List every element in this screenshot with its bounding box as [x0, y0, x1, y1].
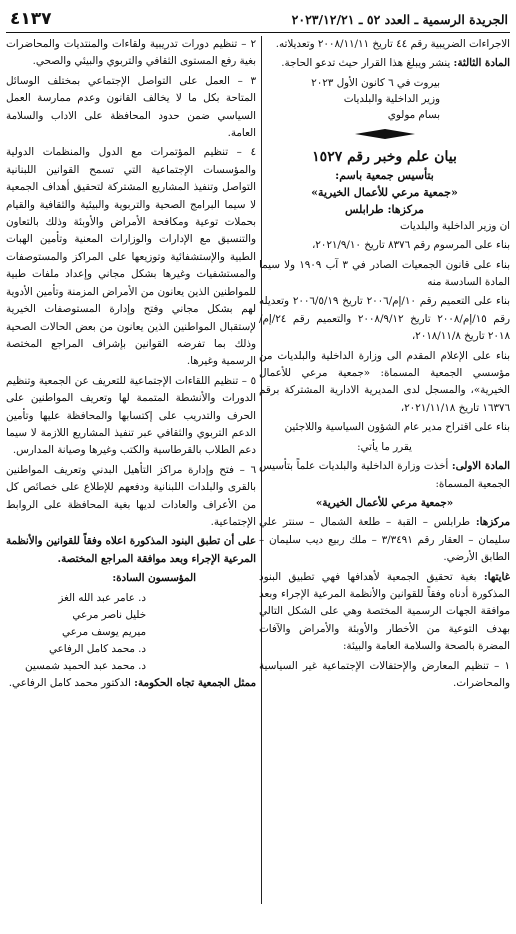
signature-block — [259, 75, 440, 123]
page-number: ٤١٣٧ — [10, 9, 52, 29]
article-1 — [259, 458, 510, 493]
founder-name: خليل ناصر مرعي — [72, 608, 146, 621]
founders-title: المؤسسون السادة: — [112, 572, 196, 585]
founder-name: د. محمد كامل الرفاعي — [48, 642, 146, 655]
section-divider-ornament — [355, 129, 415, 139]
goal-item: ٣ – العمل على التواصل الإجتماعي بمختلف الوسائل المتاحة بكل ما لا يخالف القانون وعدم ممارسة العمل السياسي ضمن حدود المحافظة على الاداب والسلامة العامة. — [6, 74, 256, 140]
notice-subtitle: بتأسيس جمعية باسم: — [335, 168, 434, 182]
founder-name: د. محمد عبد الحميد شمسين — [25, 659, 146, 672]
association-name: «جمعية مرعي للأعمال الخيرية» — [315, 496, 454, 509]
article-1-text: أخذت وزارة الداخلية والبلديات علماً بتأسيس الجمعية المسماة: — [259, 460, 510, 490]
headquarters-label: مركزها: — [475, 516, 510, 529]
signature-position: وزير الداخلية والبلديات — [343, 92, 440, 105]
founders-list — [6, 590, 146, 675]
headquarters-text: طرابلس – القبة – طلعة الشمال – سنتر علي سليمان – العقار رقم ٣/٣٤٩١ – ملك ربيع ديب سليمان – الطابق الأرضي. — [259, 516, 510, 564]
article-3 — [259, 55, 510, 72]
signature-name: بسام مولوي — [387, 108, 440, 121]
founder-name: ميريم يوسف مرعي — [62, 625, 146, 638]
basis-item: بناء على التعميم رقم ١٠/إم/٢٠٠٦ تاريخ ٢٠٠٦/٥/١٩ وتعديله رقم ١٥/إم/٢٠٠٨ تاريخ ٢٠٠٨/٩/١٢ والتعميم رقم ٢٤/إم/٢٠١٨ تاريخ ٢٠١٨/١١/٨، — [259, 295, 510, 343]
goals-text: بغية تحقيق الجمعية لأهدافها فهي تطبيق البنود المذكورة أدناه وفقاً للقوانين والأنظمة المرعية الإجراء وبعد موافقة الجهات الرسمية المختصة وهي على الشكل التالي بهدف التوعية من الأخطار والأوبئة والأمراض والآفات المضرة بالصحة والسلامة العامة والبيئة: — [259, 570, 510, 653]
representative-label: ممثل الجمعية تجاه الحكومة: — [134, 676, 256, 689]
goal-item: ٤ – تنظيم المؤتمرات مع الدول والمنظمات الدولية والمؤسسات الإجتماعية التي تسمح القوانين اللبنانية التواصل وتنفيذ المشاريع المشتركة لتحقيق أهداف الجمعية لا سيما البرامج الصحية والتربوية والبيئية والثقافية والقيام بحملات توعية ومكافحة الأمراض والأوبئة وذلك بالتعاون والتنسيق مع الإدارات والوزارات المعنية وتأمين الهبات الطبية والإستشفائية وتوزيعها على المراكز والمستوصفات والمستشفيات وغيرها بشكل مجاني وإعداد ملفات طبية للمواطنين الذين يعانون من الأمراض المزمنة وتأمين الأدوية لهم بشكل مجاني وفتح وإدارة المستوصفات الخيرية لإستقبال المواطنين الذين يعانون من بعض الحالات الصحية وذلك بما تفرضه القوانين بإشراف المراجع المختصة الرسمية وغيرها. — [6, 146, 256, 368]
headquarters — [259, 514, 510, 566]
intro-line: الاجراءات الضريبية رقم ٤٤ تاريخ ٢٠٠٨/١١/١١ وتعديلاته. — [275, 38, 510, 50]
association-name-title: «جمعية مرعي للأعمال الخيرية» — [311, 185, 458, 199]
goal-item: ٦ – فتح وإدارة مراكز التأهيل البدني وتعريف المواطنين بالقرى والبلدات اللبنانية ودفعهم للإطلاع على خصائص كل من الأعراف والعادات لديها بغية المحافظة على الروابط الإجتماعية. — [6, 463, 256, 528]
header-title: الجريدة الرسمية ـ العدد ٥٢ ـ ٢٠٢٣/١٢/٢١ — [291, 11, 508, 27]
basis-item: بناء على اقتراح مدير عام الشؤون السياسية واللاجئين — [284, 421, 510, 434]
goal-item: ٥ – تنظيم اللقاءات الإجتماعية للتعريف عن الجمعية وتنظيم الدورات والأنشطة المتممة لها وتعريف المواطنين على الحرف والتدريب على إكتسابها والمحافظة عليها وتأمين الدعم التربوي والثقافي عبر تنفيذ المشاريع اللازمة لا سيما دعم الطلاب بالقرطاسية والكتب وغيرها وصيانة المدارس. — [6, 374, 256, 457]
minister-line: ان وزير الداخلية والبلديات — [400, 219, 510, 232]
goal-item: ٢ – تنظيم دورات تدريبية ولقاءات والمنتديات والمحاضرات بغية رفع المستوى الثقافي والتربوي والبيئي والصحي. — [6, 38, 256, 68]
left-column — [6, 36, 256, 904]
right-column — [259, 36, 510, 904]
basis-item: بناء على قانون الجمعيات الصادر في ٣ آب ١٩٠٩ ولا سيما المادة السادسة منه — [259, 258, 510, 289]
article-1-label: المادة الاولى: — [451, 460, 510, 473]
basis-item: بناء على المرسوم رقم ٨٣٧٦ تاريخ ٢٠٢١/٩/١٠، — [311, 239, 510, 252]
goal-item: ١ – تنظيم المعارض والإحتفالات الإجتماعية غير السياسية والمحاضرات. — [259, 659, 510, 689]
basis-item: بناء على الإعلام المقدم الى وزارة الداخلية والبلديات من مؤسسي الجمعية المسماة: «جمعية مرعي للأعمال الخيرية»، والمسجل لدى المديرية الادارية المشتركة برقم ١٦٣٧٦ تاريخ ٢٠٢١/١١/١٨، — [259, 349, 510, 414]
closing-statement: على أن تطبق البنود المذكورة اعلاه وفقاً للقوانين والأنظمة المرعية الإجراء وبعد موافقة المراجع المختصة. — [6, 535, 256, 565]
decides-line: يقرر ما يأتي: — [357, 440, 412, 453]
government-representative — [6, 675, 256, 692]
page-header — [6, 6, 510, 33]
goals-label: غايتها: — [483, 570, 510, 583]
representative-name: الدكتور محمد كامل الرفاعي. — [8, 676, 131, 689]
article-3-label: المادة الثالثة: — [453, 57, 510, 70]
founder-name: د. عامر عبد الله الغز — [58, 591, 146, 604]
article-3-text: ينشر ويبلغ هذا القرار حيث تدعو الحاجة. — [281, 57, 451, 70]
goals — [259, 569, 510, 656]
signature-place-date: بيروت في ٦ كانون الأول ٢٠٢٣ — [311, 76, 440, 89]
association-center-line: مركزها: طرابلس — [345, 202, 424, 216]
notice-title: بيان علم وخبر رقم ١٥٢٧ — [312, 148, 457, 165]
